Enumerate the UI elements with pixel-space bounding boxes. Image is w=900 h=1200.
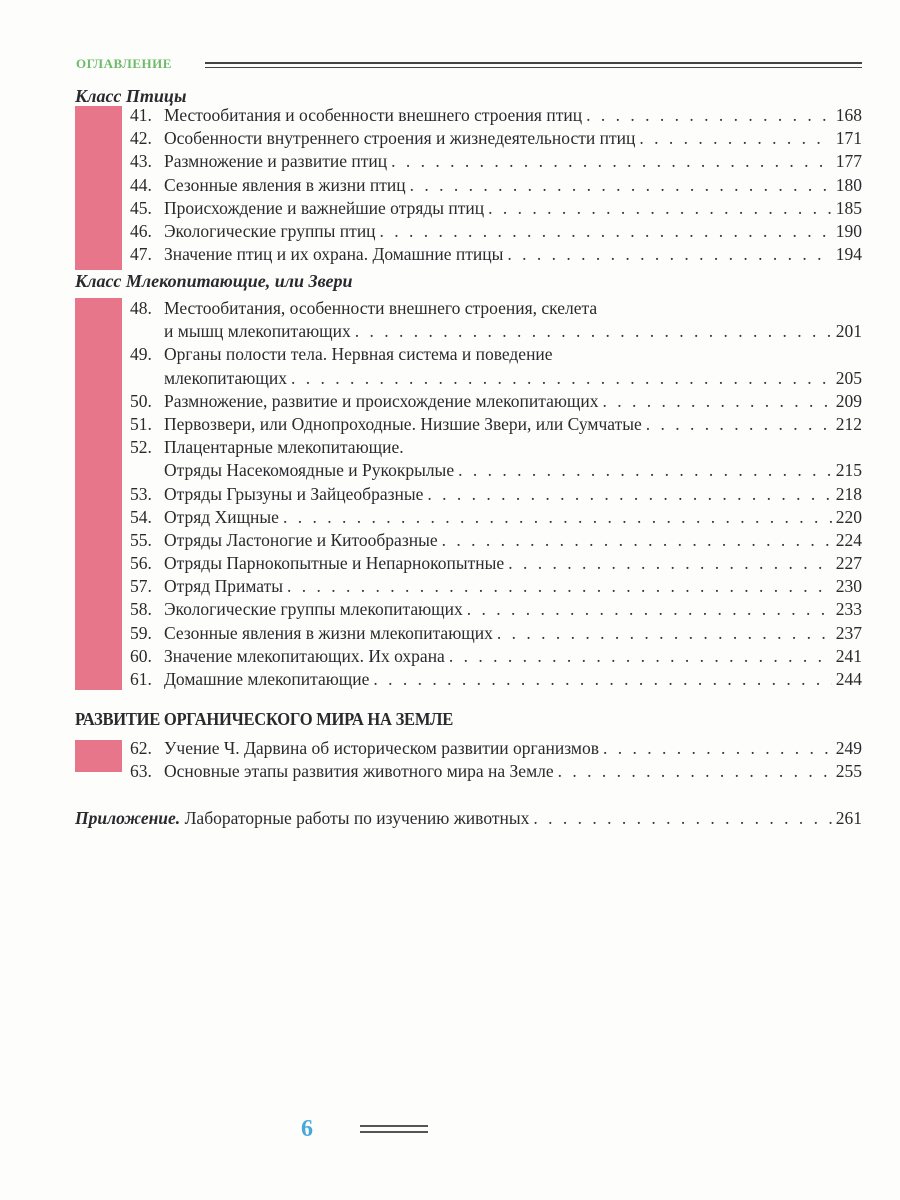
entry-title: Экологические группы птиц (164, 220, 376, 241)
entry-page: 220 (835, 506, 862, 527)
toc-entry[interactable] (130, 484, 862, 507)
entry-number: 53. (130, 483, 152, 504)
entry-title: Отряды Грызуны и Зайцеобразные (164, 483, 424, 504)
dot-leader (373, 669, 831, 690)
entry-number: 52. (130, 437, 152, 458)
entry-line (130, 599, 862, 622)
section-marker-mammals (75, 298, 122, 690)
entry-line (130, 669, 862, 692)
dot-leader (533, 808, 831, 829)
entry-title: Отряд Приматы (164, 576, 284, 597)
dot-leader (558, 761, 832, 782)
toc-entry[interactable] (130, 221, 862, 244)
entry-line (130, 460, 862, 483)
entry-title: Отряд Хищные (164, 506, 279, 527)
entry-page: 233 (835, 599, 862, 620)
entry-list (130, 298, 862, 692)
entry-title: Отряды Насекомоядные и Рукокрылые (164, 460, 455, 481)
entry-title: Значение млекопитающих. Их охрана (164, 645, 445, 666)
dot-leader (410, 175, 832, 196)
entry-title: Отряды Ластоногие и Китообразные (164, 529, 438, 550)
section-marker-evolution (75, 740, 122, 772)
toc-entry[interactable] (130, 175, 862, 198)
entry-page: 190 (835, 220, 862, 241)
dot-leader (291, 368, 832, 389)
entry-number: 57. (130, 576, 152, 597)
entry-page: 180 (835, 174, 862, 195)
entry-page: 205 (835, 367, 862, 388)
entry-page: 194 (835, 244, 862, 265)
entry-page: 237 (835, 622, 862, 643)
toc-entry[interactable] (130, 344, 862, 390)
entry-number: 46. (130, 220, 152, 241)
dot-leader (497, 623, 832, 644)
entry-title: млекопитающих (164, 367, 287, 388)
toc-entry[interactable] (130, 198, 862, 221)
appendix-label: Приложение. (75, 808, 181, 828)
toc-entry[interactable] (130, 105, 862, 128)
entry-title: и мышц млекопитающих (164, 321, 351, 342)
entry-line (130, 368, 862, 391)
toc-entry[interactable] (130, 669, 862, 692)
entry-number: 51. (130, 413, 152, 434)
entry-title: Размножение и развитие птиц (164, 151, 388, 172)
entry-line (130, 623, 862, 646)
entry-line (130, 244, 862, 267)
entry-line (130, 437, 862, 460)
toc-entry[interactable] (130, 646, 862, 669)
entry-line (130, 175, 862, 198)
toc-entry[interactable] (130, 530, 862, 553)
entry-title: Местообитания, особенности внешнего строения, скелета (164, 298, 598, 318)
footer-rule (360, 1125, 428, 1133)
dot-leader (391, 151, 832, 172)
running-header: ОГЛАВЛЕНИЕ (76, 56, 172, 71)
entry-title: Сезонные явления в жизни млекопитающих (164, 622, 493, 643)
dot-leader (442, 530, 832, 551)
dot-leader (586, 105, 832, 126)
entry-page: 241 (835, 645, 862, 666)
entry-number: 43. (130, 151, 152, 172)
toc-entry[interactable] (130, 623, 862, 646)
appendix-text: Лабораторные работы по изучению животных (184, 808, 530, 828)
entry-title: Органы полости тела. Нервная система и поведение (164, 344, 553, 365)
dot-leader (287, 576, 832, 597)
dot-leader (646, 414, 832, 435)
toc-entry[interactable] (130, 414, 862, 437)
entry-title: Происхождение и важнейшие отряды птиц (164, 197, 485, 218)
entry-list (130, 105, 862, 267)
entry-title: Отряды Парнокопытные и Непарнокопытные (164, 553, 505, 574)
toc-entry[interactable] (130, 576, 862, 599)
entry-page: 218 (835, 483, 862, 504)
entry-line (130, 221, 862, 244)
entry-number: 60. (130, 645, 152, 666)
dot-leader (507, 244, 831, 265)
appendix-page: 261 (835, 808, 862, 828)
toc-entry[interactable] (130, 298, 862, 344)
entry-line (130, 128, 862, 151)
entry-title: Размножение, развитие и происхождение млекопитающих (164, 390, 599, 411)
entry-page: 244 (835, 669, 862, 689)
toc-entry[interactable] (130, 761, 862, 784)
entry-title: Значение птиц и их охрана. Домашние птицы (164, 244, 504, 265)
entry-number: 44. (130, 174, 152, 195)
entry-line (130, 321, 862, 344)
entry-line (130, 646, 862, 669)
entry-title: Особенности внутреннего строения и жизнедеятельности птиц (164, 128, 636, 149)
entry-page: 255 (835, 761, 862, 782)
toc-entry[interactable] (130, 553, 862, 576)
entry-number: 61. (130, 669, 152, 689)
section-title-mammals: Класс Млекопитающие, или Звери (75, 271, 353, 291)
entry-page: 249 (835, 738, 862, 758)
entry-number: 59. (130, 622, 152, 643)
toc-entry[interactable] (130, 128, 862, 151)
entry-title: Первозвери, или Однопроходные. Низшие Звери, или Сумчатые (164, 413, 642, 434)
entry-page: 168 (835, 105, 862, 125)
dot-leader (603, 738, 832, 759)
entry-page: 230 (835, 576, 862, 597)
toc-entry-appendix[interactable] (75, 808, 862, 829)
entry-number: 41. (130, 105, 152, 125)
entry-page: 209 (835, 390, 862, 411)
entry-number: 45. (130, 197, 152, 218)
entry-number: 50. (130, 390, 152, 411)
toc-entry[interactable] (130, 391, 862, 414)
entry-page: 224 (835, 529, 862, 550)
entry-title: Экологические группы млекопитающих (164, 599, 463, 620)
entry-number: 42. (130, 128, 152, 149)
entry-number: 62. (130, 738, 152, 758)
entry-title: Домашние млекопитающие (164, 669, 370, 689)
entry-title: Сезонные явления в жизни птиц (164, 174, 406, 195)
page-number: 6 (301, 1116, 313, 1142)
entry-number: 48. (130, 298, 152, 318)
dot-leader (488, 198, 832, 219)
entry-page: 201 (835, 321, 862, 342)
dot-leader (449, 646, 832, 667)
entry-page: 177 (835, 151, 862, 172)
part-title-evolution: РАЗВИТИЕ ОРГАНИЧЕСКОГО МИРА НА ЗЕМЛЕ (75, 709, 454, 729)
entry-page: 185 (835, 197, 862, 218)
dot-leader (508, 553, 832, 574)
entry-line (130, 553, 862, 576)
entry-line (130, 738, 862, 761)
entry-line (130, 105, 862, 128)
entry-list (130, 738, 862, 784)
entry-number: 56. (130, 553, 152, 574)
entry-line (130, 298, 862, 321)
section-title-birds: Класс Птицы (75, 86, 187, 106)
entry-number: 49. (130, 344, 152, 365)
entry-number: 47. (130, 244, 152, 265)
entry-title: Основные этапы развития животного мира на Земле (164, 761, 554, 782)
entry-page: 212 (835, 413, 862, 434)
toc-entry[interactable] (130, 599, 862, 622)
toc-entry[interactable] (130, 738, 862, 761)
dot-leader (467, 599, 832, 620)
toc-entry[interactable] (130, 437, 862, 483)
entry-page: 227 (835, 553, 862, 574)
entry-line (130, 151, 862, 174)
entry-line (130, 414, 862, 437)
entry-title: Учение Ч. Дарвина об историческом развитии организмов (164, 738, 599, 758)
section-marker-birds (75, 106, 122, 270)
entry-line (130, 507, 862, 530)
dot-leader (603, 391, 832, 412)
entry-number: 58. (130, 599, 152, 620)
entry-page: 171 (835, 128, 862, 149)
entry-line (130, 344, 862, 367)
entry-number: 54. (130, 506, 152, 527)
entry-title: Местообитания и особенности внешнего строения птиц (164, 105, 583, 125)
dot-leader (380, 221, 832, 242)
entry-line (130, 576, 862, 599)
toc-entry[interactable] (130, 151, 862, 174)
dot-leader (355, 321, 832, 342)
entry-page: 215 (835, 460, 862, 481)
dot-leader (458, 460, 832, 481)
dot-leader (283, 507, 832, 528)
toc-entry[interactable] (130, 244, 862, 267)
entry-line (130, 761, 862, 784)
toc-entry[interactable] (130, 507, 862, 530)
dot-leader (427, 484, 831, 505)
entry-line (130, 484, 862, 507)
entry-number: 63. (130, 761, 152, 782)
entry-line (130, 530, 862, 553)
entry-line (130, 391, 862, 414)
header-rule (205, 62, 862, 68)
entry-number: 55. (130, 529, 152, 550)
entry-line (130, 198, 862, 221)
entry-title: Плацентарные млекопитающие. (164, 437, 404, 458)
dot-leader (639, 128, 831, 149)
